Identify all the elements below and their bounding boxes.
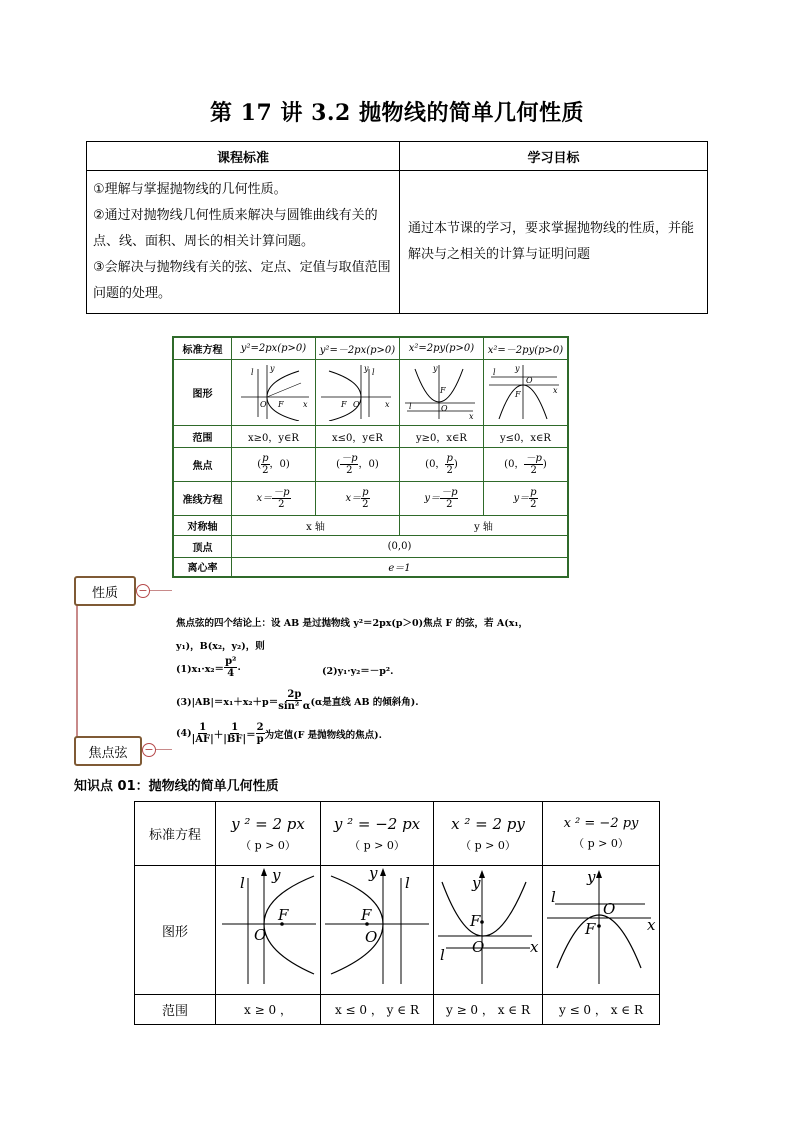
row-label: 范围 <box>173 425 232 447</box>
range-cell: x ≥ 0 ， <box>216 995 321 1025</box>
label-y: y <box>587 868 596 886</box>
label-F: F <box>585 920 596 938</box>
label-x: x <box>469 411 474 421</box>
focal-intro-line: 焦点弦的四个结论上：设 AB 是过抛物线 y²＝2px(p＞0)焦点 F 的弦，若 A(x₁， <box>176 618 529 629</box>
equation-cell: y ² = −2 px （ p > 0） <box>321 802 434 866</box>
focus-cell: ( $\frac{-p}{2}$ ，0) <box>315 447 399 481</box>
label-O: O <box>603 900 616 918</box>
label-F: F <box>278 906 289 924</box>
page-title: 第 17 讲 3.2 抛物线的简单几何性质 <box>209 100 585 126</box>
equation-cell: x²=2py(p>0) <box>399 337 483 359</box>
row-label: 范围 <box>135 995 216 1025</box>
label-O: O <box>260 399 268 409</box>
label-l: l <box>240 874 245 892</box>
range-cell: x≥0，y∈R <box>232 425 316 447</box>
directrix-cell: y＝ $\frac{-p}{2}$ <box>399 481 483 515</box>
graph-cell <box>216 866 321 995</box>
label-F: F <box>361 906 372 924</box>
label-l: l <box>551 888 556 906</box>
parabola-up-graph <box>401 361 481 421</box>
vertex-cell: (0,0) <box>232 535 569 557</box>
equation-cell: y²=－2px(p>0) <box>315 337 399 359</box>
label-y: y <box>272 866 281 884</box>
label-y: y <box>270 363 276 373</box>
course-standard-cell <box>87 171 400 314</box>
focus-cell: (0， $\frac{-p}{2}$ ) <box>483 447 568 481</box>
row-label: 对称轴 <box>173 515 232 535</box>
row-label: 离心率 <box>173 557 232 577</box>
row-label: 标准方程 <box>173 337 232 359</box>
label-F: F <box>470 912 481 930</box>
kp-parabola-right-graph <box>216 866 320 990</box>
focal-conclusion-1: (1)x₁·x₂＝ $\frac{\text{p²}}{4}$ . <box>176 656 241 679</box>
label-x: x <box>553 385 558 395</box>
axis-cell: y 轴 <box>399 515 568 535</box>
row-label: 图形 <box>173 359 232 425</box>
label-x: x <box>303 399 308 409</box>
parabola-down-graph <box>485 361 565 421</box>
focus-cell: ( $\frac{p}{2}$ ，0) <box>232 447 316 481</box>
label-y: y <box>369 866 378 882</box>
label-y: y <box>364 363 369 373</box>
kp-parabola-up-graph <box>434 866 542 990</box>
row-label: 准线方程 <box>173 481 232 515</box>
focal-conclusion-3: (3)|AB|＝x₁＋x₂＋p＝ $\frac{2p}{\text{sin² α}}$ (α是直线 AB 的倾斜角). <box>176 689 419 712</box>
range-cell: y≥0，x∈R <box>399 425 483 447</box>
label-l: l <box>251 367 255 377</box>
kp-parabola-down-graph <box>543 866 659 990</box>
parabola-right-graph <box>233 361 313 421</box>
label-O: O <box>353 399 361 409</box>
label-O: O <box>526 375 534 385</box>
label-O: O <box>441 403 449 413</box>
learning-goal-cell: 通过本节课的学习，要求掌握抛物线的性质，并能解决与之相关的计算与证明问题 <box>400 171 708 314</box>
mindmap-tag-focal-chord[interactable]: 焦点弦 <box>74 736 142 766</box>
focus-cell: (0， $\frac{p}{2}$ ) <box>399 447 483 481</box>
label-y: y <box>433 363 438 373</box>
label-x: x <box>530 938 539 956</box>
focal-conclusion-2: (2)y₁·y₂＝－p². <box>322 666 394 677</box>
label-F: F <box>515 389 522 399</box>
row-label: 焦点 <box>173 447 232 481</box>
equation-cell: x²=－2py(p>0) <box>483 337 568 359</box>
graph-cell <box>321 866 434 995</box>
parabola-left-graph <box>317 361 397 421</box>
focal-intro-line: y₁)，B(x₂，y₂)，则 <box>176 641 265 652</box>
label-l: l <box>440 946 445 964</box>
knowledge-point-table <box>134 801 660 1025</box>
directrix-cell: y＝ $\frac{p}{2}$ <box>483 481 568 515</box>
graph-cell <box>232 359 316 425</box>
label-l: l <box>409 401 413 411</box>
equation-cell: x ² = −2 py （ p > 0） <box>543 802 660 866</box>
standard-line: ①理解与掌握抛物线的几何性质。 <box>93 182 287 197</box>
focal-conclusion-4: (4) $\frac{1}{|AF|}$ ＋ $\frac{1}{|BF|}$ ＝ $\frac{2}{p}$ 为定值(F 是抛物线的焦点). <box>176 722 382 745</box>
row-label: 图形 <box>135 866 216 995</box>
label-l: l <box>493 367 497 377</box>
mindmap-connector <box>148 590 172 591</box>
standard-line: ③会解决与抛物线有关的弦、定点、定值与取值范围问题的处理。 <box>93 260 391 301</box>
label-y: y <box>472 874 481 892</box>
label-F: F <box>278 399 285 409</box>
parabola-properties-table <box>172 336 569 578</box>
label-O: O <box>365 928 378 946</box>
graph-cell <box>434 866 543 995</box>
label-l: l <box>405 874 410 892</box>
label-y: y <box>515 363 520 373</box>
range-cell: x ≤ 0 ， y ∈ R <box>321 995 434 1025</box>
directrix-cell: x＝ $\frac{p}{2}$ <box>315 481 399 515</box>
graph-cell <box>483 359 568 425</box>
label-O: O <box>254 926 267 944</box>
label-O: O <box>472 938 485 956</box>
standards-table <box>86 141 708 314</box>
graph-cell <box>543 866 660 995</box>
label-x: x <box>385 399 390 409</box>
row-label: 顶点 <box>173 535 232 557</box>
range-cell: y ≥ 0 ， x ∈ R <box>434 995 543 1025</box>
label-l: l <box>372 367 376 377</box>
directrix-cell: x＝ $\frac{-p}{2}$ <box>232 481 316 515</box>
equation-cell: y ² = 2 px （ p > 0） <box>216 802 321 866</box>
kp-parabola-left-graph <box>321 866 433 990</box>
graph-cell <box>315 359 399 425</box>
range-cell: y ≤ 0 ， x ∈ R <box>543 995 660 1025</box>
equation-cell: x ² = 2 py （ p > 0） <box>434 802 543 866</box>
axis-cell: x 轴 <box>232 515 400 535</box>
range-cell: x≤0，y∈R <box>315 425 399 447</box>
mindmap-tag-properties[interactable]: 性质 <box>74 576 136 606</box>
graph-cell <box>399 359 483 425</box>
eccentricity-cell: e＝1 <box>232 557 569 577</box>
collapse-icon[interactable]: − <box>142 743 156 757</box>
standard-line: ②通过对抛物线几何性质来解决与圆锥曲线有关的点、线、面积、周长的相关计算问题。 <box>93 208 378 249</box>
knowledge-point-heading: 知识点 01：抛物线的简单几何性质 <box>74 779 279 794</box>
equation-cell: y²=2px(p>0) <box>232 337 316 359</box>
label-F: F <box>341 399 348 409</box>
collapse-icon[interactable]: − <box>136 584 150 598</box>
row-label: 标准方程 <box>135 802 216 866</box>
label-x: x <box>647 916 656 934</box>
header-learning-goal: 学习目标 <box>400 142 708 171</box>
label-F: F <box>440 385 447 395</box>
range-cell: y≤0，x∈R <box>483 425 568 447</box>
header-course-standard: 课程标准 <box>87 142 400 171</box>
